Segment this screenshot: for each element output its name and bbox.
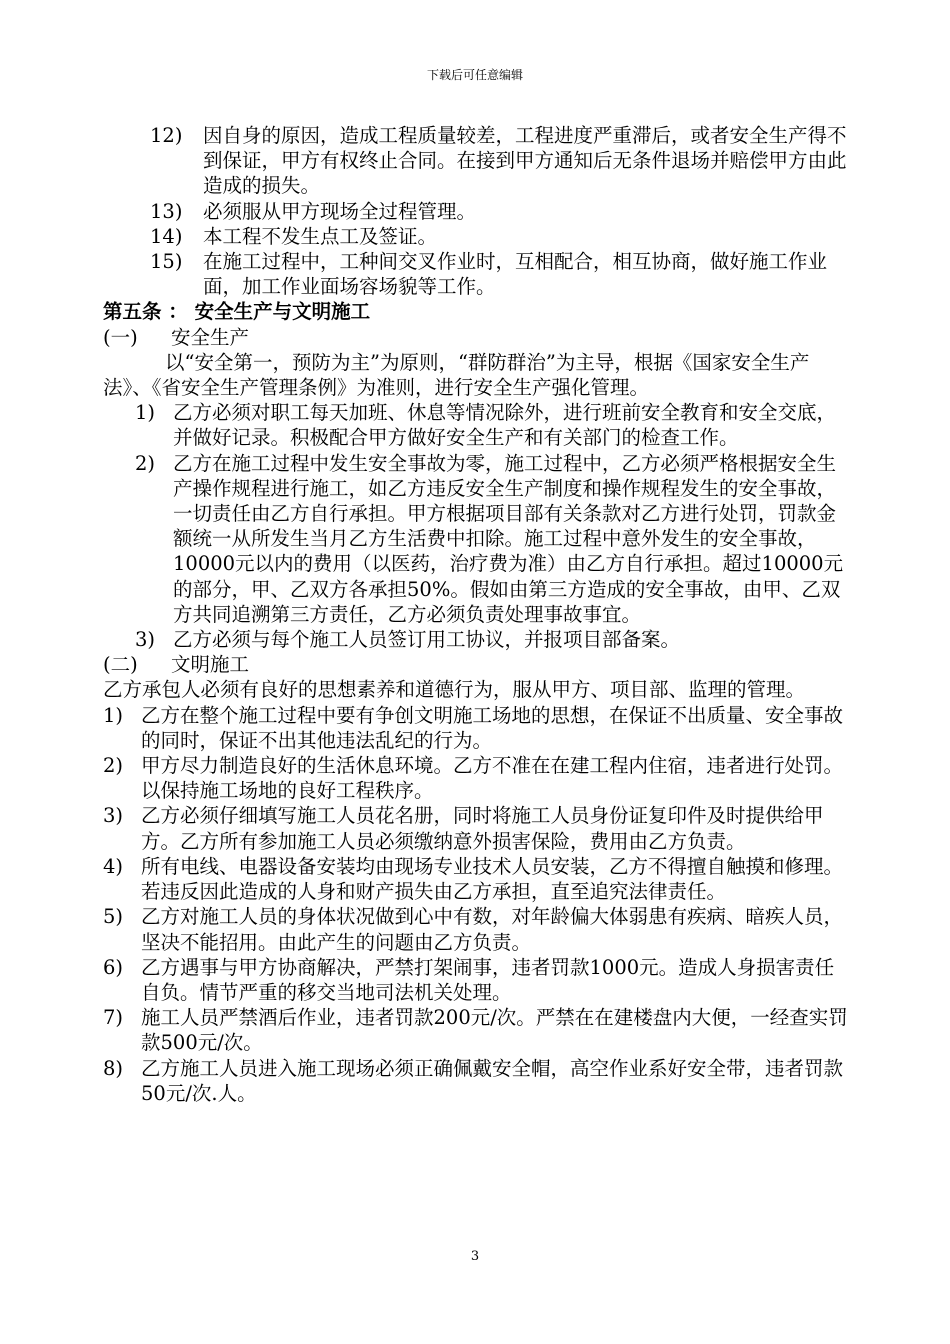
item-text: 甲方尽力制造良好的生活休息环境。乙方不准在在建工程内住宿，违者进行处罚。以保持施工场地的良好工程秩序。 <box>141 754 844 803</box>
item-number: 12) <box>150 124 183 147</box>
item-text: 所有电线、电器设备安装均由现场专业技术人员安装，乙方不得擅自触摸和修理。若违反因此造成的人身和财产损失由乙方承担，直至追究法律责任。 <box>141 854 844 904</box>
list-item <box>103 703 853 753</box>
list-item <box>103 123 853 199</box>
item-number: 4) <box>103 854 124 878</box>
item-number: 8) <box>103 1056 124 1080</box>
item-text: 乙方必须与每个施工人员签订用工协议，并报项目部备案。 <box>173 628 681 652</box>
item-number: 6) <box>103 955 124 979</box>
item-number: 7) <box>103 1006 124 1030</box>
intro-paragraph: 以“安全第一，预防为主”为原则，“群防群治”为主导，根据《国家安全生产法》、《省安全生产管理条例》为准则，进行安全生产强化管理。 <box>103 350 810 400</box>
list-item <box>103 1056 853 1106</box>
item-text: 乙方必须仔细填写施工人员花名册，同时将施工人员身份证复印件及时提供给甲方。乙方所有参加施工人员必须缴纳意外损害保险，费用由乙方负责。 <box>141 804 824 853</box>
subsection-heading <box>103 652 853 677</box>
item-text: 在施工过程中，工种间交叉作业时，互相配合，相互协商，做好施工作业面，加工作业面场容场貌等工作。 <box>203 250 828 299</box>
item-text: 因自身的原因，造成工程质量较差，工程进度严重滞后，或者安全生产得不到保证，甲方有权终止合同。在接到甲方通知后无条件退场并赔偿甲方由此造成的损失。 <box>203 124 847 198</box>
list-item <box>103 400 853 450</box>
list-item <box>103 803 853 853</box>
item-number: 3) <box>103 804 124 828</box>
item-number: 2) <box>103 754 124 778</box>
item-number: 1) <box>103 703 124 727</box>
item-text: 必须服从甲方现场全过程管理。 <box>203 199 477 223</box>
item-number: 3) <box>135 628 156 652</box>
page-header: 下载后可任意编辑 <box>426 68 523 82</box>
item-text: 乙方必须对职工每天加班、休息等情况除外，进行班前安全教育和安全交底，并做好记录。积极配合甲方做好安全生产和有关部门的检查工作。 <box>173 401 837 450</box>
list-item <box>103 1005 853 1055</box>
item-text: 施工人员严禁酒后作业，违者罚款200元/次。严禁在在建楼盘内大便，一经查实罚款500元/次。 <box>141 1006 848 1055</box>
list-item <box>103 904 853 954</box>
list-item <box>103 224 853 249</box>
item-number: 5) <box>103 905 124 929</box>
intro-paragraph: 乙方承包人必须有良好的思想素养和道德行为，服从甲方、项目部、监理的管理。 <box>103 678 806 702</box>
item-number: 13) <box>150 199 183 223</box>
list-item <box>103 753 853 803</box>
list-item <box>103 627 853 652</box>
page-number: 3 <box>470 1249 480 1264</box>
item-text: 本工程不发生点工及签证。 <box>203 224 438 248</box>
list-item <box>103 955 853 1005</box>
item-text: 乙方在施工过程中发生安全事故为零，施工过程中，乙方必须严格根据安全生产操作规程进行施工，如乙方违反安全生产制度和操作规程发生的安全事故，一切责任由乙方自行承担。甲方根据项目部有关条款对乙方进行处罚，罚款金额统一从所发生当月乙方生活费中扣除。施工过程中意外发生的安全事故，10000元以内的费用（以医药，治疗费为准）由乙方自行承担。超过10000元的部分，甲、乙双方各承担50%。假如由第三方造成的安全事故，由甲、乙双方共同追溯第三方责任，乙方必须负责处理事故事宜。 <box>173 451 844 626</box>
item-text: 乙方在整个施工过程中要有争创文明施工场地的思想，在保证不出质量、安全事故的同时，保证不出其他违法乱纪的行为。 <box>141 703 844 752</box>
item-number: 1) <box>135 401 156 425</box>
item-number: 2) <box>135 451 156 475</box>
list-item <box>103 249 853 299</box>
item-text: 乙方施工人员进入施工现场必须正确佩戴安全帽，高空作业系好安全带，违者罚款50元/次.人。 <box>141 1056 844 1105</box>
item-number: 14) <box>150 224 183 248</box>
subsection-title: 安全生产 <box>171 325 250 349</box>
list-item <box>103 854 853 904</box>
item-text: 乙方对施工人员的身体状况做到心中有数，对年龄偏大体弱患有疾病、暗疾人员，坚决不能招用。由此产生的问题由乙方负责。 <box>141 905 844 954</box>
list-item <box>103 451 853 627</box>
list-item <box>103 199 853 224</box>
section-title: 第五条 ： 安全生产与文明施工 <box>103 300 371 324</box>
document-body <box>103 123 853 1106</box>
subsection-label: (二) <box>103 653 138 677</box>
item-text: 乙方遇事与甲方协商解决，严禁打架闹事，违者罚款1000元。造成人身损害责任自负。情节严重的移交当地司法机关处理。 <box>141 955 835 1004</box>
item-number: 15) <box>150 250 183 274</box>
subsection-label: (一) <box>103 325 138 349</box>
subsection-title: 文明施工 <box>171 653 250 677</box>
subsection-heading <box>103 325 853 350</box>
